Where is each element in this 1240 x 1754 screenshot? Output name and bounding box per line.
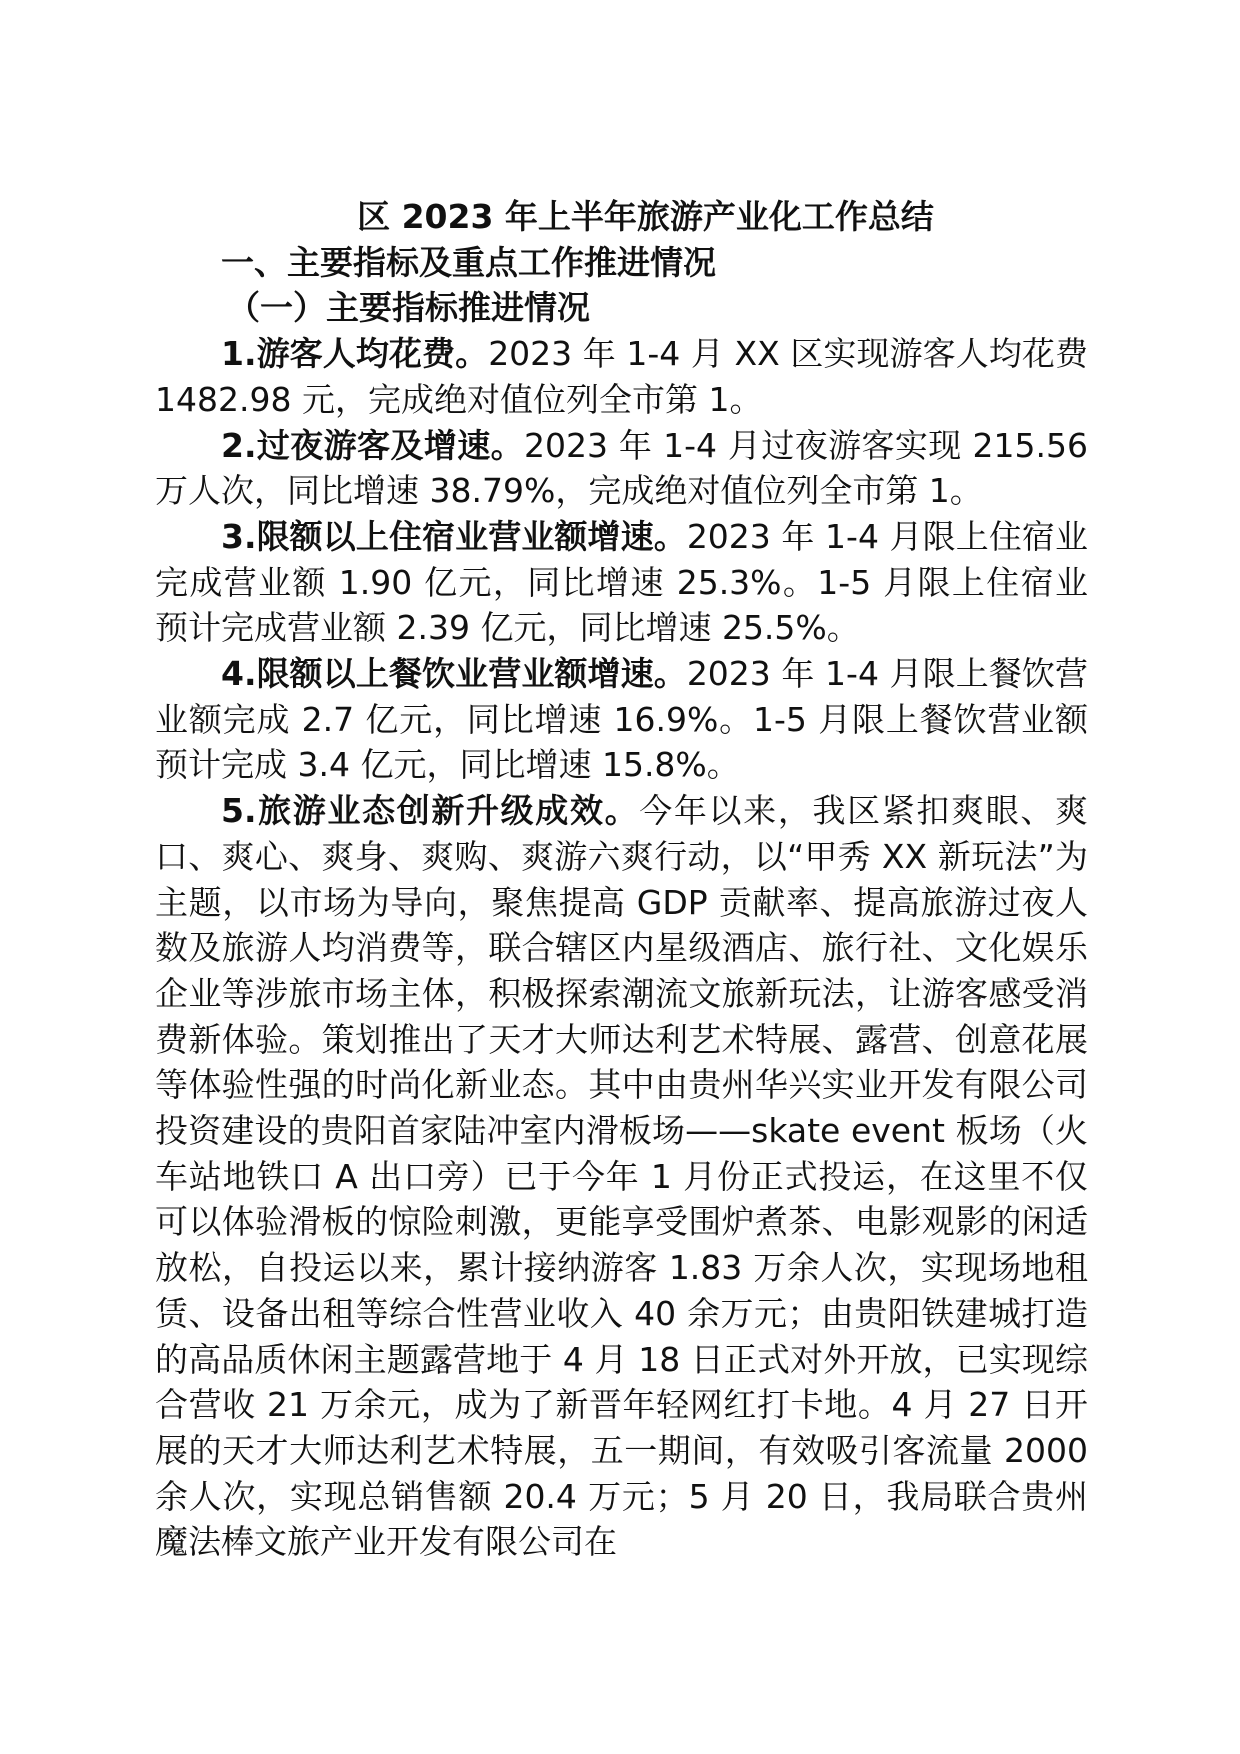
paragraph-4 bbox=[155, 651, 1088, 788]
paragraph-lead: 4.限额以上餐饮业营业额增速。 bbox=[221, 654, 687, 694]
paragraph-3 bbox=[155, 514, 1088, 651]
paragraph-body: 2023 年 1-4 月过夜游客实现 215.56 万人次，同比增速 38.79%，完成绝对值位列全市第 1。 bbox=[155, 425, 1089, 511]
document-title: 区 2023 年上半年旅游产业化工作总结 bbox=[357, 197, 934, 236]
document-body bbox=[155, 194, 1088, 1565]
paragraph-body: 2023 年 1-4 月限上住宿业完成营业额 1.90 亿元，同比增速 25.3%。1-5 月限上住宿业预计完成营业额 2.39 亿元，同比增速 25.5%。 bbox=[155, 516, 1089, 648]
paragraph-2 bbox=[155, 423, 1088, 514]
paragraph-lead: 1.游客人均花费。 bbox=[221, 334, 489, 374]
subsection-heading: （一）主要指标推进情况 bbox=[227, 288, 590, 328]
paragraph-lead: 5.旅游业态创新升级成效。 bbox=[221, 791, 640, 831]
paragraph-5 bbox=[155, 788, 1088, 1565]
paragraph-1 bbox=[155, 331, 1088, 422]
paragraph-body: 2023 年 1-4 月 XX 区实现游客人均花费 1482.98 元，完成绝对值位列全市第 1。 bbox=[155, 334, 1089, 419]
paragraph-lead: 3.限额以上住宿业营业额增速。 bbox=[221, 516, 687, 556]
paragraph-lead: 2.过夜游客及增速。 bbox=[221, 425, 525, 465]
paragraph-body: 2023 年 1-4 月限上餐饮营业额完成 2.7 亿元，同比增速 16.9%。1-5 月限上餐饮营业额预计完成 3.4 亿元，同比增速 15.8%。 bbox=[155, 654, 1089, 785]
section-heading: 一、主要指标及重点工作推进情况 bbox=[221, 242, 716, 282]
paragraph-body: 今年以来，我区紧扣爽眼、爽口、爽心、爽身、爽购、爽游六爽行动，以“甲秀 XX 新玩法”为主题，以市场为导向，聚焦提高 GDP 贡献率、提高旅游过夜人数及旅游人均消费等，联合辖区内星级酒店、旅行社、文化娱乐企业等涉旅市场主体，积极探索潮流文旅新玩法，让游客感受消费新体验。策划推出了天才大师达利艺术特展、露营、创意花展等体验性强的时尚化新业态。其中由贵州华兴实业开发有限公司投资建设的贵阳首家陆冲室内滑板场——skate event 板场（火车站地铁口 A 出口旁）已于今年 1 月份正式投运，在这里不仅可以体验滑板的惊险刺激，更能享受围炉煮茶、电影观影的闲适放松，自投运以来，累计接纳游客 1.83 万余人次，实现场地租赁、设备出租等综合性营业收入 40 余万元；由贵阳铁建城打造的高品质休闲主题露营地于 4 月 18 日正式对外开放，已实现综合营收 21 万余元，成为了新晋年轻网红打卡地。4 月 27 日开展的天才大师达利艺术特展，五一期间，有效吸引客流量 2000 余人次，实现总销售额 20.4 万元；5 月 20 日，我局联合贵州魔法棒文旅产业开发有限公司在 bbox=[155, 791, 1089, 1562]
